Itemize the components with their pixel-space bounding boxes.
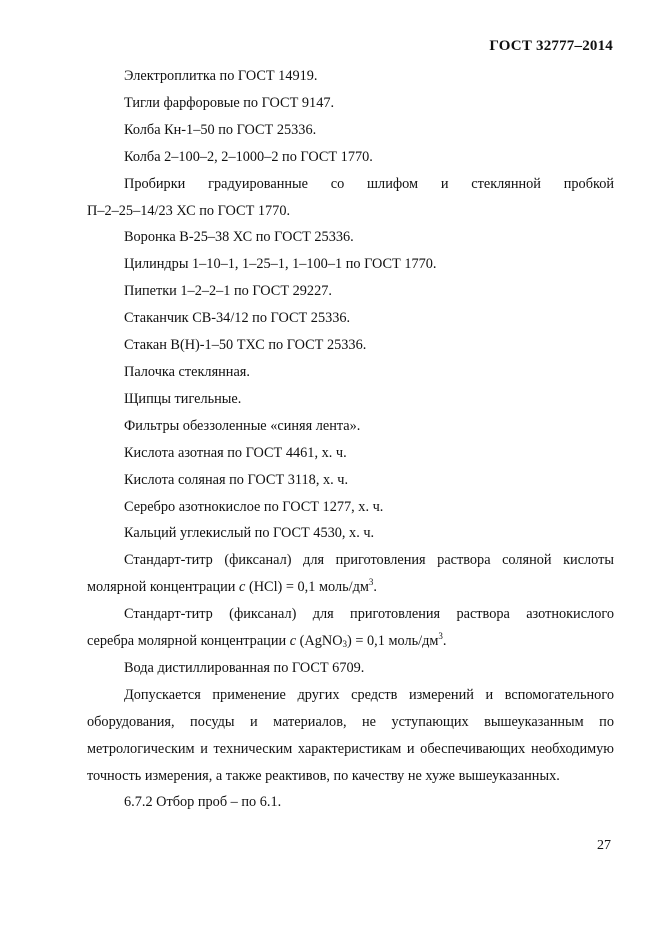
document-header: ГОСТ 32777–2014: [489, 38, 613, 54]
list-item: Вода дистиллированная по ГОСТ 6709.: [124, 659, 365, 676]
agno3-titr-line-1: Стандарт-титр (фиксанал) для приготовления раствора азотнокислого: [124, 606, 614, 623]
agno3-titr-item: [87, 601, 614, 655]
list-item: Щипцы тигельные.: [124, 390, 242, 407]
hcl-titr-line-1: Стандарт-титр (фиксанал) для приготовления раствора соляной кислоты: [124, 552, 614, 569]
list-item: Стаканчик СВ-34/12 по ГОСТ 25336.: [124, 310, 351, 327]
list-item: Пипетки 1–2–2–1 по ГОСТ 29227.: [124, 283, 332, 300]
test-tubes-item: [87, 171, 614, 225]
page-number: 27: [597, 838, 611, 853]
concentration-variable: c: [289, 633, 297, 650]
list-item: Воронка В-25–38 ХС по ГОСТ 25336.: [124, 229, 354, 246]
test-tubes-line-1: Пробирки градуированные со шлифом и стеклянной пробкой: [124, 175, 614, 192]
list-item: Кислота азотная по ГОСТ 4461, х. ч.: [124, 444, 347, 461]
section-6-7-2: 6.7.2 Отбор проб – по 6.1.: [124, 794, 282, 811]
list-item: Электроплитка по ГОСТ 14919.: [124, 68, 318, 84]
test-tubes-line-2: П–2–25–14/23 ХС по ГОСТ 1770.: [87, 202, 291, 219]
hcl-titr-line-2: молярной концентрации c (HCl) = 0,1 моль/$дм^3$.: [87, 577, 377, 596]
list-item: Фильтры обеззоленные «синяя лента».: [124, 417, 361, 434]
concentration-variable: c: [239, 579, 246, 596]
list-item: Тигли фарфоровые по ГОСТ 9147.: [124, 94, 335, 111]
list-item: Колба 2–100–2, 2–1000–2 по ГОСТ 1770.: [124, 148, 373, 165]
list-item: Колба Кн-1–50 по ГОСТ 25336.: [124, 121, 317, 138]
list-item: Кислота соляная по ГОСТ 3118, х. ч.: [124, 471, 349, 488]
list-item: Стакан В(Н)-1–50 ТХС по ГОСТ 25336.: [124, 337, 367, 354]
allowance-paragraph: Допускается применение других средств измерений и вспомогательного оборудования, посуды и материалов, не уступающих вышеуказанным по метрологическим и техническим характеристикам и обеспечивающих необходимую точность измерения, а также реактивов, по качеству не хуже вышеуказанных.: [87, 686, 614, 784]
list-item: Кальций углекислый по ГОСТ 4530, х. ч.: [124, 525, 375, 542]
list-item: Палочка стеклянная.: [124, 363, 250, 380]
agno3-titr-line-2: серебра молярной концентрации c (AgNO$_3$) = 0,1 моль/$дм^3$.: [87, 631, 447, 650]
document-body: [87, 63, 614, 816]
hcl-titr-item: [87, 547, 614, 601]
list-item: Цилиндры 1–10–1, 1–25–1, 1–100–1 по ГОСТ 1770.: [124, 256, 437, 273]
list-item: Серебро азотнокислое по ГОСТ 1277, х. ч.: [124, 498, 384, 515]
